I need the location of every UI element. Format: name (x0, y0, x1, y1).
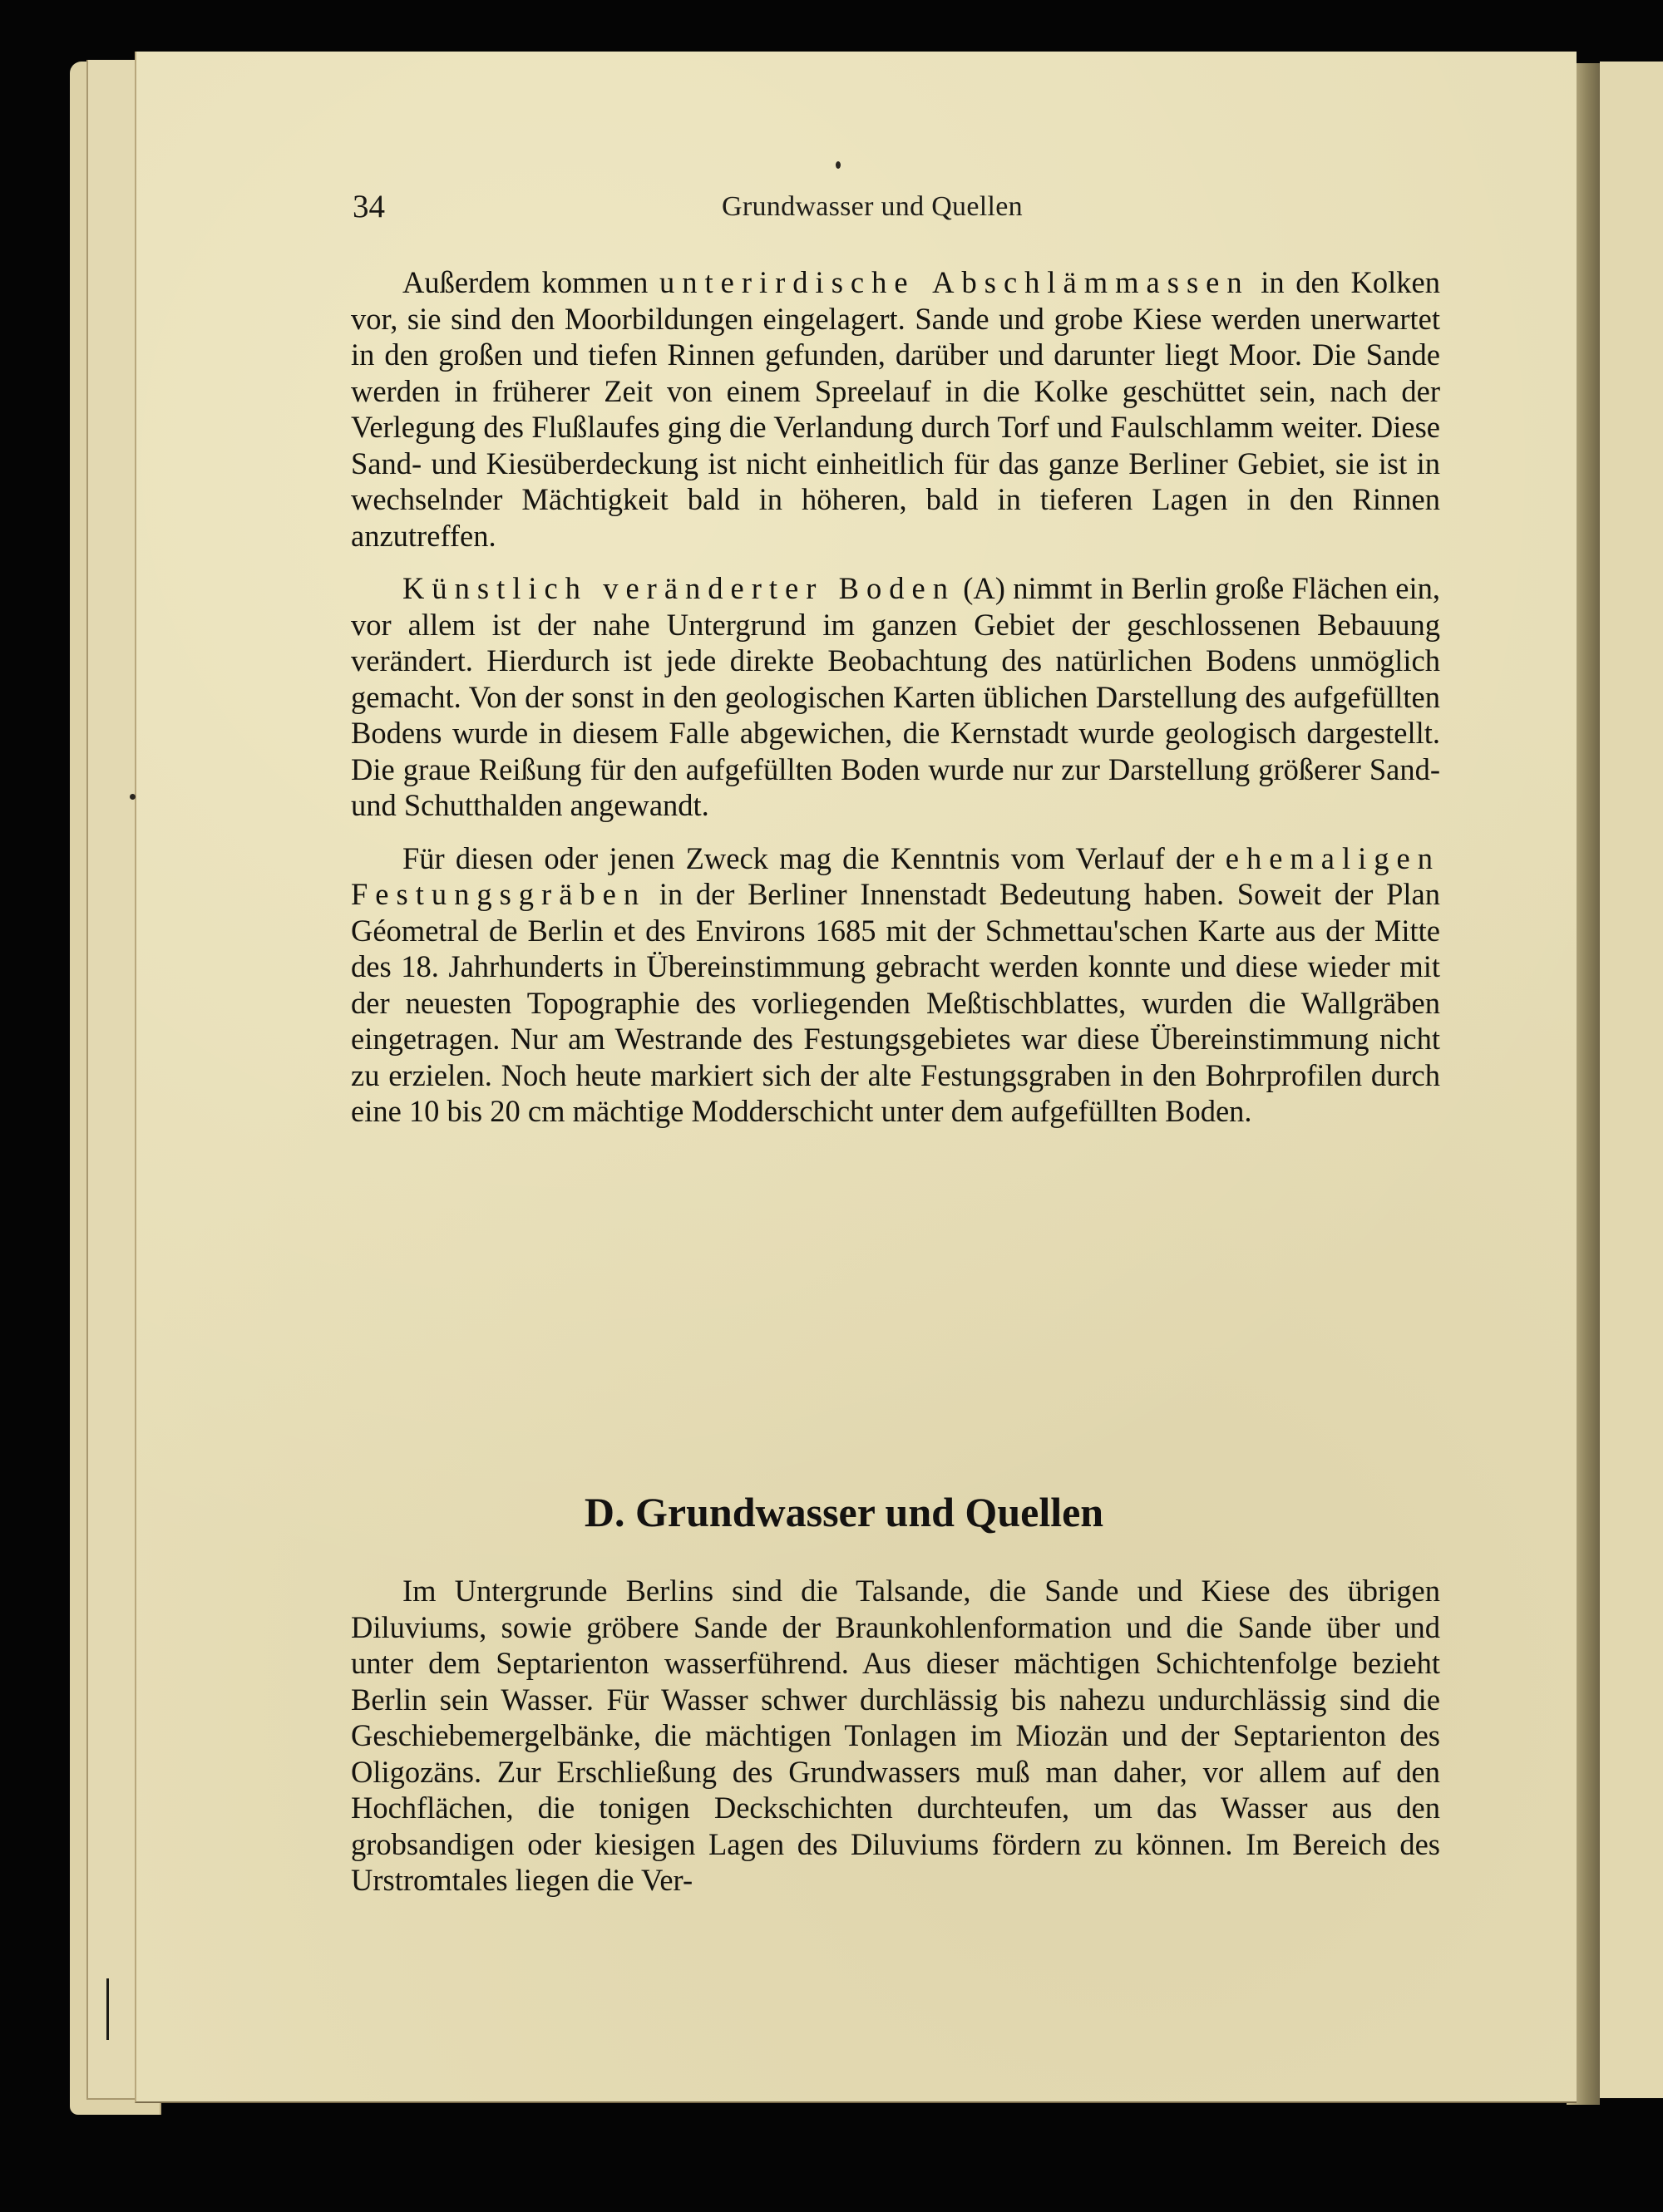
running-title: Grundwasser und Quellen (722, 191, 1023, 222)
emphasized-term: Künstlich veränderter Boden (402, 571, 955, 605)
text-run: (A) nimmt in Berlin große Flächen ein, vor allem ist der nahe Untergrund im ganzen Gebiet der geschlossenen Bebauung verändert. Hierdurch ist jede direkte Beobachtung des natürlichen Bodens unmöglich gemacht. Von der sonst in den geologischen Karten üblichen Darstellung des aufgefüllten Bodens wurde in diesem Falle abgewichen, die Kernstadt wurde geologisch dargestellt. Die graue Reißung für den aufgefüllten Boden wurde nur zur Darstellung größerer Sand- und Schutthalden angewandt. (351, 571, 1441, 822)
page-number: 34 (353, 189, 385, 224)
section-c-continued-text (351, 264, 1440, 1130)
text-run: in den Kolken vor, sie sind den Moorbildungen eingelagert. Sande und grobe Kiese werden unerwartet in den großen und tiefen Rinnen gefunden, darüber und darunter liegt Moor. Die Sande werden in früherer Zeit von einem Spreelauf in die Kolke geschüttet sein, nach der Verlegung des Flußlaufes ging die Verlandung durch Torf und Faulschlamm weiter. Diese Sand- und Kiesüberdeckung ist nicht einheitlich für das ganze Berliner Gebiet, sie ist in wechselnder Mächtigkeit bald in höheren, bald in tieferen Lagen in den Rinnen anzutreffen. (351, 265, 1440, 553)
margin-mark (106, 1978, 109, 2040)
text-run: Außerdem kommen (402, 265, 660, 299)
text-run: Für diesen oder jenen Zweck mag die Kenntnis vom Verlauf der (402, 840, 1226, 875)
paper-speck (130, 794, 136, 800)
section-d-text (351, 1573, 1440, 1899)
emphasized-term: unterirdische Abschlämmassen (659, 265, 1250, 299)
facing-page-edge (1600, 62, 1663, 2098)
paragraph (351, 570, 1440, 824)
section-heading: D. Grundwasser und Quellen (584, 1489, 1104, 1535)
running-head (0, 188, 1663, 229)
paragraph (351, 264, 1440, 554)
text-run: Im Untergrunde Berlins sind die Talsande, die Sande und Kiese des übrigen Diluviums, sowie gröbere Sande der Braunkohlenformation und die Sande über und unter dem Septarienton wasserführend. Aus dieser mächtigen Schichtenfolge bezieht Berlin sein Wasser. Für Wasser schwer durchlässig bis nahezu undurchlässig sind die Geschiebemergelbänke, die mächtigen Tonlagen im Miozän und der Septarienton des Oligozäns. Zur Erschließung des Grundwassers muß man daher, vor allem auf den Hochflächen, die tonigen Deckschichten durchteufen, um das Wasser aus den grobsandigen oder kiesigen Lagen des Diluviums fördern zu können. Im Bereich des Urstromtales liegen die Ver- (351, 1574, 1440, 1897)
text-run: in der Berliner Innenstadt Bedeutung haben. Soweit der Plan Géometral de Berlin et des Environs 1685 mit der Schmettau'schen Karte aus der Mitte des 18. Jahrhunderts in Übereinstimmung gebracht werden konnte und diese wieder mit der neuesten Topographie des vorliegenden Meßtischblattes, wurden die Wallgräben eingetragen. Nur am Westrande des Festungsgebietes war diese Übereinstimmung nicht zu erzielen. Noch heute markiert sich der alte Festungsgraben in den Bohrprofilen durch eine 10 bis 20 cm mächtige Modderschicht unter dem aufgefüllten Boden. (351, 877, 1440, 1128)
paragraph (351, 1573, 1440, 1899)
paper-speck (836, 161, 841, 169)
paragraph (351, 840, 1440, 1130)
emphasized-term: ehemaligen Festungsgräben (351, 840, 1440, 911)
